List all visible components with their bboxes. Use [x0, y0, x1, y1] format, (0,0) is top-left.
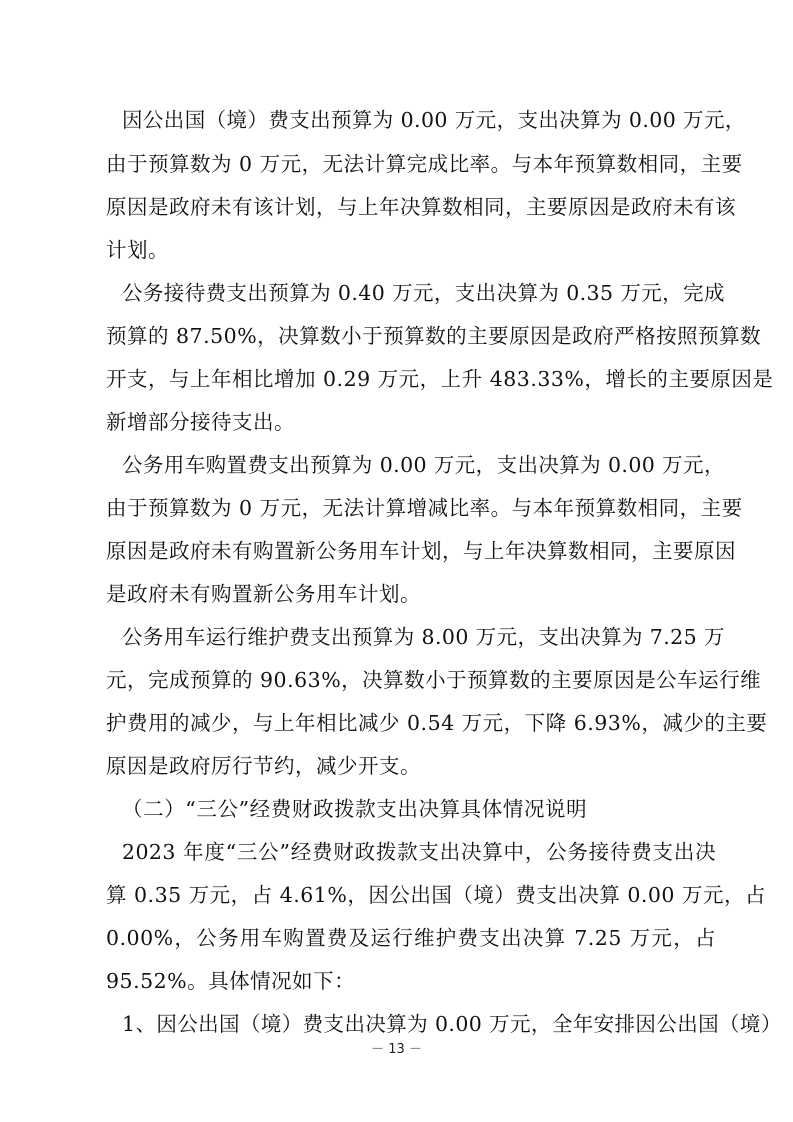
paragraph-3-line-4: 是政府未有购置新公务用车计划。 — [106, 582, 421, 606]
paragraph-1-line-4: 计划。 — [106, 238, 169, 262]
page-number: － 13 － — [371, 1042, 422, 1057]
paragraph-2-line-1: 公务接待费支出预算为 0.40 万元，支出决算为 0.35 万元，完成 — [122, 281, 725, 305]
paragraph-1-line-2: 由于预算数为 0 万元，无法计算完成比率。与本年预算数相同，主要 — [106, 152, 743, 176]
section-heading: （二）“三公”经费财政拨款支出决算具体情况说明 — [122, 797, 588, 821]
paragraph-4-line-4: 原因是政府厉行节约，减少开支。 — [106, 754, 421, 778]
paragraph-1-line-3: 原因是政府未有该计划，与上年决算数相同，主要原因是政府未有该 — [106, 195, 736, 219]
paragraph-2-line-3: 开支，与上年相比增加 0.29 万元，上升 483.33%，增长的主要原因是 — [106, 367, 774, 391]
paragraph-6-line-3: 0.00%，公务用车购置费及运行维护费支出决算 7.25 万元，占 — [106, 926, 716, 950]
paragraph-7-line-1: 1、因公出国（境）费支出决算为 0.00 万元，全年安排因公出国（境） — [122, 1012, 782, 1036]
paragraph-6-line-4: 95.52%。具体情况如下： — [106, 969, 356, 993]
paragraph-4-line-3: 护费用的减少，与上年相比减少 0.54 万元，下降 6.93%，减少的主要 — [106, 711, 768, 735]
paragraph-2-line-4: 新增部分接待支出。 — [106, 410, 295, 434]
paragraph-2-line-2: 预算的 87.50%，决算数小于预算数的主要原因是政府严格按照预算数 — [106, 324, 762, 348]
paragraph-6-line-1: 2023 年度“三公”经费财政拨款支出决算中，公务接待费支出决 — [122, 840, 716, 864]
paragraph-3-line-2: 由于预算数为 0 万元，无法计算增减比率。与本年预算数相同，主要 — [106, 496, 743, 520]
paragraph-4-line-1: 公务用车运行维护费支出预算为 8.00 万元，支出决算为 7.25 万 — [122, 625, 725, 649]
paragraph-4-line-2: 元，完成预算的 90.63%，决算数小于预算数的主要原因是公车运行维 — [106, 668, 762, 692]
paragraph-6-line-2: 算 0.35 万元，占 4.61%，因公出国（境）费支出决算 0.00 万元，占 — [106, 883, 766, 907]
paragraph-3-line-3: 原因是政府未有购置新公务用车计划，与上年决算数相同，主要原因 — [106, 539, 736, 563]
paragraph-3-line-1: 公务用车购置费支出预算为 0.00 万元，支出决算为 0.00 万元， — [122, 453, 725, 477]
paragraph-1-line-1: 因公出国（境）费支出预算为 0.00 万元，支出决算为 0.00 万元， — [122, 108, 746, 132]
